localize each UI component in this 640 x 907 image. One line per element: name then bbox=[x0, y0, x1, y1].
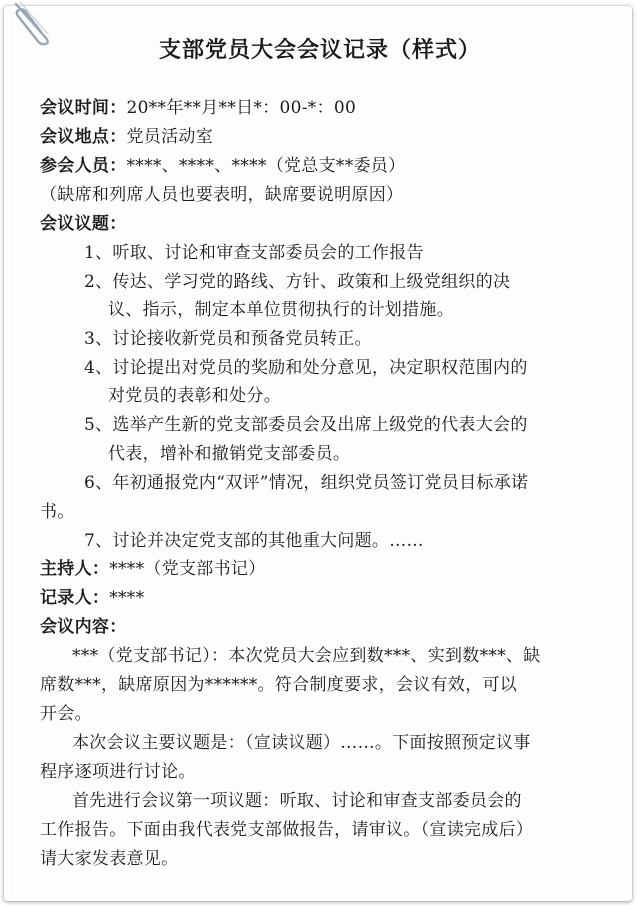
attendees-note: （缺席和列席人员也要表明，缺席要说明原因） bbox=[40, 185, 404, 205]
document-title: 支部党员大会会议记录（样式） bbox=[158, 38, 481, 63]
agenda-item-7: 7、讨论并决定党支部的其他重大问题。…… bbox=[84, 531, 424, 551]
content-p1-line-3: 开会。 bbox=[40, 704, 92, 724]
host-line bbox=[40, 558, 266, 580]
content-p3-line-3: 请大家发表意见。 bbox=[40, 849, 179, 869]
content-label: 会议内容： bbox=[40, 617, 127, 637]
agenda-item-4-line-2: 对党员的表彰和处分。 bbox=[108, 386, 281, 406]
agenda-item-3: 3、讨论接收新党员和预备党员转正。 bbox=[84, 329, 372, 349]
agenda-item-2-line-2: 议、指示，制定本单位贯彻执行的计划措施。 bbox=[108, 300, 454, 320]
agenda-item-2-line-1: 2、传达、学习党的路线、方针、政策和上级党组织的决 bbox=[84, 272, 511, 292]
meeting-time-value: 20**年**月**日*：00-*：00 bbox=[126, 98, 357, 118]
attendees-line bbox=[40, 155, 405, 177]
meeting-place-line bbox=[40, 126, 213, 148]
content-p2-line-1: 本次会议主要议题是：（宣读议题）……。下面按照预定议事 bbox=[72, 733, 531, 753]
meeting-time-label: 会议时间： bbox=[40, 98, 127, 118]
host-label: 主持人： bbox=[40, 559, 110, 579]
agenda-item-6-line-2: 书。 bbox=[40, 502, 75, 522]
content-p3-line-2: 工作报告。下面由我代表党支部做报告，请审议。（宣读完成后） bbox=[40, 820, 534, 840]
content-p3-line-1: 首先进行会议第一项议题：听取、讨论和审查支部委员会的 bbox=[72, 791, 522, 811]
agenda-item-4-line-1: 4、讨论提出对党员的奖励和处分意见，决定职权范围内的 bbox=[84, 358, 528, 378]
recorder-line bbox=[40, 587, 144, 609]
attendees-value: ****、****、****（党总支**委员） bbox=[126, 156, 406, 176]
recorder-value: **** bbox=[109, 588, 145, 608]
meeting-place-value: 党员活动室 bbox=[126, 127, 213, 147]
meeting-time-line bbox=[40, 97, 356, 119]
content-p2-line-2: 程序逐项进行讨论。 bbox=[40, 762, 196, 782]
agenda-item-6-line-1: 6、年初通报党内“双评”情况，组织党员签订党员目标承诺 bbox=[84, 473, 529, 493]
attendees-label: 参会人员： bbox=[40, 156, 127, 176]
content-p1-line-1: ***（党支部书记）：本次党员大会应到数***、实到数***、缺 bbox=[72, 646, 541, 666]
meeting-place-label: 会议地点： bbox=[40, 127, 127, 147]
agenda-label: 会议议题： bbox=[40, 214, 127, 234]
agenda-item-5-line-1: 5、选举产生新的党支部委员会及出席上级党的代表大会的 bbox=[84, 415, 528, 435]
recorder-label: 记录人： bbox=[40, 588, 110, 608]
agenda-item-5-line-2: 代表，增补和撤销党支部委员。 bbox=[108, 444, 351, 464]
agenda-item-1: 1、听取、讨论和审查支部委员会的工作报告 bbox=[84, 243, 424, 263]
host-value: ****（党支部书记） bbox=[109, 559, 266, 579]
content-p1-line-2: 席数***，缺席原因为******。符合制度要求，会议有效，可以 bbox=[40, 675, 518, 695]
